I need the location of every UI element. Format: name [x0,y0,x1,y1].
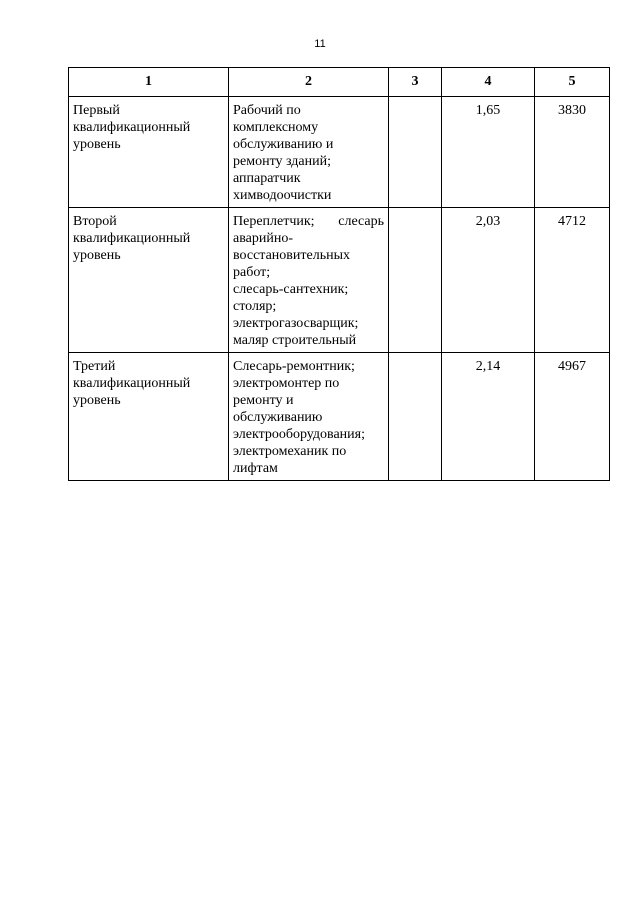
salary-cell: 4967 [535,353,610,481]
profession-line: электрогазосварщик; [233,316,359,331]
profession-line: аварийно- [233,231,293,246]
profession-line: слесарь-сантехник; [233,282,349,297]
coefficient-cell: 2,14 [442,353,535,481]
table-header-row [69,68,610,97]
profession-line: маляр строительный [233,333,357,348]
salary-cell: 3830 [535,97,610,208]
header-col-2: 2 [229,68,389,97]
profession-line: обслуживанию и [233,137,334,152]
col3-cell [389,353,442,481]
profession-line: Слесарь-ремонтник; [233,359,355,374]
header-col-5: 5 [535,68,610,97]
profession-line: столяр; [233,299,277,314]
profession-line: ремонту и [233,393,294,408]
table-row [69,353,610,481]
salary-cell: 4712 [535,208,610,353]
professions-cell [229,97,389,208]
profession-line: аппаратчик [233,171,301,186]
profession-line: восстановительных [233,248,350,263]
profession-line: электрооборудования; [233,427,365,442]
profession-line: обслуживанию [233,410,323,425]
page-number: 11 [314,38,326,50]
profession-line: комплексному [233,120,319,135]
qualification-level-cell: Третий квалификационный уровень [69,353,229,481]
qualification-table [68,67,610,481]
qualification-level-cell: Второй квалификационный уровень [69,208,229,353]
col3-cell [389,208,442,353]
table-row [69,208,610,353]
profession-line: лифтам [233,461,278,476]
professions-cell [229,208,389,353]
profession-line: ремонту зданий; [233,154,331,169]
col3-cell [389,97,442,208]
professions-cell [229,353,389,481]
profession-line: Переплетчик; слесарь [233,214,384,229]
profession-line: работ; [233,265,271,280]
coefficient-cell: 2,03 [442,208,535,353]
profession-line: Рабочий по [233,103,301,118]
header-col-3: 3 [389,68,442,97]
qualification-level-cell: Первый квалификационный уровень [69,97,229,208]
header-col-4: 4 [442,68,535,97]
profession-line: электромеханик по [233,444,347,459]
profession-line: химводоочистки [233,188,332,203]
profession-line: электромонтер по [233,376,340,391]
header-col-1: 1 [69,68,229,97]
coefficient-cell: 1,65 [442,97,535,208]
table-row [69,97,610,208]
